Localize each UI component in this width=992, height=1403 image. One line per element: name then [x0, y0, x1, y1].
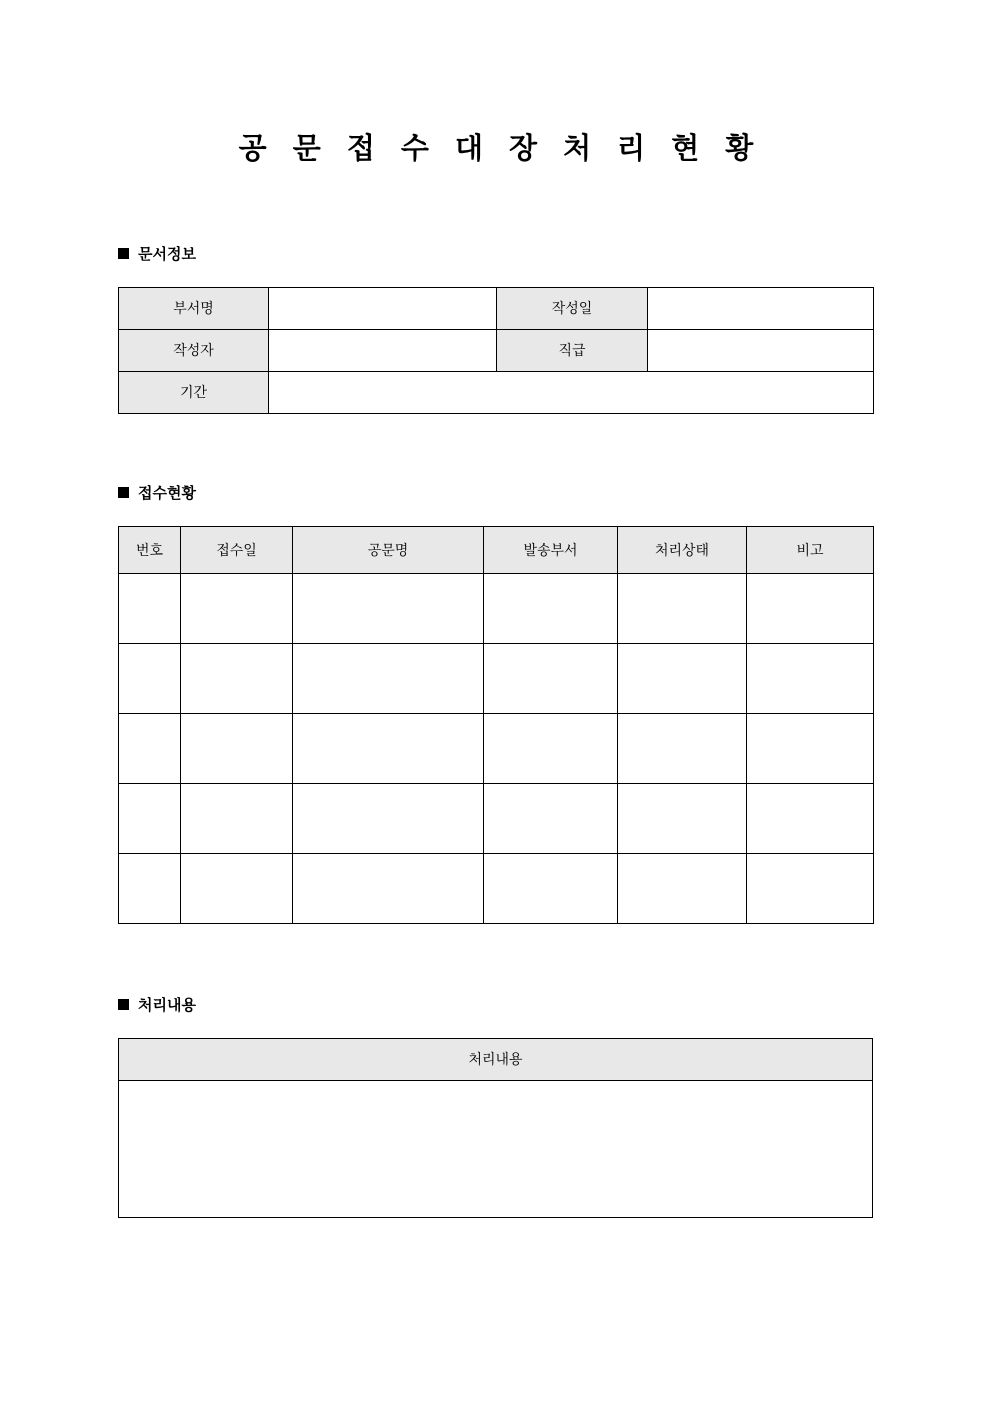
cell-process-state[interactable]: [618, 713, 747, 783]
column-header-receipt-date: 접수일: [181, 526, 293, 573]
table-row: [119, 783, 874, 853]
receipt-status-table: [118, 526, 874, 924]
square-bullet-icon: [118, 487, 129, 498]
info-value-department[interactable]: [269, 287, 497, 329]
cell-number[interactable]: [119, 783, 181, 853]
column-header-sending-dept: 발송부서: [484, 526, 618, 573]
section-heading-info-label: 문서정보: [138, 245, 196, 263]
cell-receipt-date[interactable]: [181, 783, 293, 853]
cell-receipt-date[interactable]: [181, 853, 293, 923]
square-bullet-icon: [118, 999, 129, 1010]
document-info-table: [118, 287, 874, 414]
cell-sending-dept[interactable]: [484, 783, 618, 853]
section-heading-detail: [118, 994, 992, 1015]
cell-process-state[interactable]: [618, 573, 747, 643]
cell-process-state[interactable]: [618, 853, 747, 923]
info-value-author[interactable]: [269, 329, 497, 371]
cell-document-name[interactable]: [293, 783, 484, 853]
info-value-period[interactable]: [269, 371, 874, 413]
cell-process-state[interactable]: [618, 783, 747, 853]
info-label-author: 작성자: [119, 329, 269, 371]
table-row: [119, 287, 874, 329]
cell-sending-dept[interactable]: [484, 713, 618, 783]
cell-remarks[interactable]: [747, 853, 874, 923]
column-header-document-name: 공문명: [293, 526, 484, 573]
square-bullet-icon: [118, 248, 129, 259]
cell-number[interactable]: [119, 853, 181, 923]
section-heading-status-label: 접수현황: [138, 484, 196, 502]
cell-remarks[interactable]: [747, 783, 874, 853]
column-header-processing-detail: 처리내용: [119, 1038, 873, 1080]
info-label-department: 부서명: [119, 287, 269, 329]
cell-process-state[interactable]: [618, 643, 747, 713]
cell-document-name[interactable]: [293, 573, 484, 643]
table-row: [119, 713, 874, 783]
info-label-period: 기간: [119, 371, 269, 413]
cell-remarks[interactable]: [747, 713, 874, 783]
cell-number[interactable]: [119, 573, 181, 643]
column-header-remarks: 비고: [747, 526, 874, 573]
processing-detail-table: [118, 1038, 873, 1218]
cell-sending-dept[interactable]: [484, 573, 618, 643]
processing-detail-input-area[interactable]: [119, 1080, 873, 1217]
cell-sending-dept[interactable]: [484, 643, 618, 713]
cell-document-name[interactable]: [293, 713, 484, 783]
table-header-row: [119, 1038, 873, 1080]
cell-number[interactable]: [119, 713, 181, 783]
cell-document-name[interactable]: [293, 643, 484, 713]
cell-number[interactable]: [119, 643, 181, 713]
column-header-number: 번호: [119, 526, 181, 573]
info-label-position: 직급: [497, 329, 648, 371]
table-row: [119, 329, 874, 371]
cell-remarks[interactable]: [747, 573, 874, 643]
table-header-row: [119, 526, 874, 573]
info-value-created-date[interactable]: [648, 287, 874, 329]
cell-receipt-date[interactable]: [181, 573, 293, 643]
table-row: [119, 1080, 873, 1217]
table-row: [119, 853, 874, 923]
column-header-process-state: 처리상태: [618, 526, 747, 573]
info-value-position[interactable]: [648, 329, 874, 371]
section-heading-detail-label: 처리내용: [138, 996, 196, 1014]
section-heading-info: [118, 243, 992, 264]
section-heading-status: [118, 482, 992, 503]
table-row: [119, 643, 874, 713]
cell-sending-dept[interactable]: [484, 853, 618, 923]
page-title: 공 문 접 수 대 장 처 리 현 황: [238, 133, 763, 165]
info-label-created-date: 작성일: [497, 287, 648, 329]
cell-remarks[interactable]: [747, 643, 874, 713]
table-row: [119, 573, 874, 643]
cell-document-name[interactable]: [293, 853, 484, 923]
cell-receipt-date[interactable]: [181, 643, 293, 713]
cell-receipt-date[interactable]: [181, 713, 293, 783]
table-row: [119, 371, 874, 413]
